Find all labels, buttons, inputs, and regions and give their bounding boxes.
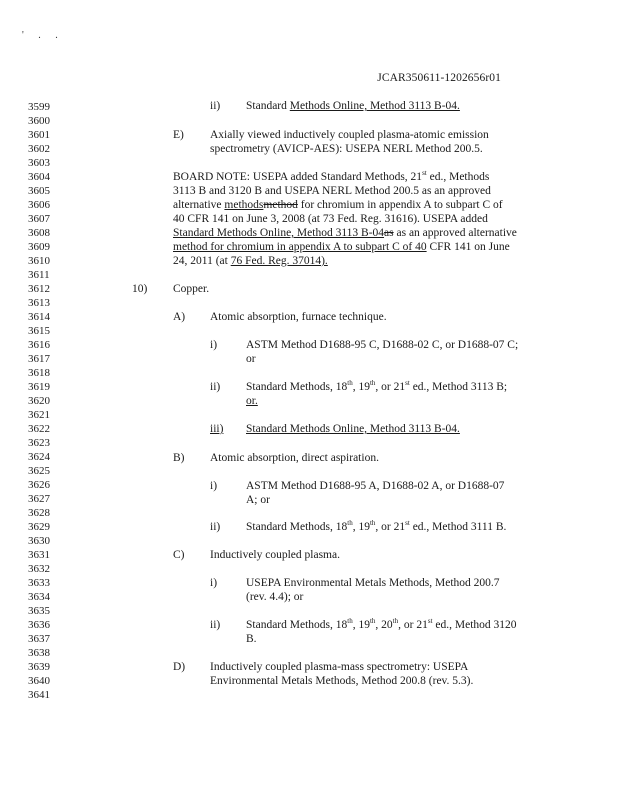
line-number: 3640 (28, 675, 50, 687)
item-C-label: Inductively coupled plasma. (210, 549, 340, 561)
item-B-label: Atomic absorption, direct aspiration. (210, 452, 379, 464)
line-number: 3632 (28, 563, 50, 575)
item-A-label: Atomic absorption, furnace technique. (210, 311, 387, 323)
line-number: 3638 (28, 647, 50, 659)
item-C-letter: C) (173, 549, 185, 561)
item-C-ii-line1: Standard Methods, 18th, 19th, 20th, or 21st ed., Method 3120 (246, 617, 517, 631)
line-number: 3634 (28, 591, 50, 603)
item-ii-number: ii) (210, 100, 221, 112)
document-id: JCAR350611-1202656r01 (377, 72, 501, 84)
line-number: 3611 (28, 269, 50, 281)
line-number: 3623 (28, 437, 50, 449)
line-number: 3627 (28, 493, 50, 505)
item-B-letter: B) (173, 452, 185, 464)
item-10-label: Copper. (173, 283, 210, 295)
line-number: 3637 (28, 633, 50, 645)
item-ii-text: Standard Methods Online, Method 3113 B-04. (246, 100, 460, 112)
board-note-line2: 3113 B and 3120 B and USEPA NERL Method 200.5 as an approved (173, 185, 491, 197)
item-A-ii-number: ii) (210, 381, 221, 393)
item-A-i-line2: or (246, 353, 256, 365)
item-C-ii-number: ii) (210, 619, 221, 631)
line-number: 3602 (28, 143, 50, 155)
item-B-i-line2: A; or (246, 494, 270, 506)
line-number: 3600 (28, 115, 50, 127)
line-number: 3619 (28, 381, 50, 393)
line-number: 3615 (28, 325, 50, 337)
line-number: 3621 (28, 409, 50, 421)
line-number: 3628 (28, 507, 50, 519)
item-C-i-number: i) (210, 577, 218, 589)
line-number: 3622 (28, 423, 50, 435)
item-A-i-number: i) (210, 339, 218, 351)
line-number: 3641 (28, 689, 50, 701)
item-A-letter: A) (173, 311, 186, 323)
line-number: 3635 (28, 605, 50, 617)
item-E-letter: E) (173, 129, 184, 141)
line-number: 3603 (28, 157, 50, 169)
line-number: 3624 (28, 451, 50, 463)
line-number: 3612 (28, 283, 50, 295)
scan-mark: ' . . (22, 30, 64, 41)
item-B-i-line1: ASTM Method D1688-95 A, D1688-02 A, or D1688-07 (246, 480, 505, 492)
item-10-number: 10) (132, 283, 148, 295)
board-note-line1: BOARD NOTE: USEPA added Standard Methods, 21st ed., Methods (173, 169, 490, 183)
line-number: 3625 (28, 465, 50, 477)
board-note-line4: 40 CFR 141 on June 3, 2008 (at 73 Fed. Reg. 31616). USEPA added (173, 213, 488, 225)
line-number: 3604 (28, 171, 50, 183)
item-A-ii-line1: Standard Methods, 18th, 19th, or 21st ed., Method 3113 B; (246, 379, 508, 393)
line-number: 3608 (28, 227, 50, 239)
line-number: 3613 (28, 297, 50, 309)
item-E-line1: Axially viewed inductively coupled plasma-atomic emission (210, 129, 489, 141)
item-D-line2: Environmental Metals Methods, Method 200.8 (rev. 5.3). (210, 675, 474, 687)
item-C-i-line1: USEPA Environmental Metals Methods, Method 200.7 (246, 577, 500, 589)
line-number: 3636 (28, 619, 50, 631)
line-number: 3629 (28, 521, 50, 533)
item-D-line1: Inductively coupled plasma-mass spectrometry: USEPA (210, 661, 469, 673)
line-number: 3617 (28, 353, 50, 365)
line-number: 3614 (28, 311, 50, 323)
line-number: 3631 (28, 549, 50, 561)
item-E-line2: spectrometry (AVICP-AES): USEPA NERL Method 200.5. (210, 143, 483, 155)
board-note-line7: 24, 2011 (at 76 Fed. Reg. 37014). (173, 255, 328, 267)
item-A-i-line1: ASTM Method D1688-95 C, D1688-02 C, or D1688-07 C; (246, 339, 519, 351)
line-number: 3607 (28, 213, 50, 225)
item-C-ii-line2: B. (246, 633, 257, 645)
line-number: 3610 (28, 255, 50, 267)
inserted-text: Methods Online, Method 3113 B-04. (289, 100, 460, 112)
line-number: 3601 (28, 129, 50, 141)
line-number: 3630 (28, 535, 50, 547)
line-number: 3609 (28, 241, 50, 253)
item-B-ii-line1: Standard Methods, 18th, 19th, or 21st ed., Method 3111 B. (246, 519, 507, 533)
item-B-i-number: i) (210, 480, 218, 492)
line-number: 3626 (28, 479, 50, 491)
item-D-letter: D) (173, 661, 186, 673)
line-number: 3618 (28, 367, 50, 379)
board-note-line3: alternative methodsmethod for chromium in appendix A to subpart C of (173, 199, 503, 211)
line-number: 3616 (28, 339, 50, 351)
line-number: 3599 (28, 101, 50, 113)
line-number: 3633 (28, 577, 50, 589)
item-A-iii-text: Standard Methods Online, Method 3113 B-04. (246, 423, 460, 435)
line-number: 3620 (28, 395, 50, 407)
line-number: 3605 (28, 185, 50, 197)
item-A-ii-line2: or. (246, 395, 258, 407)
line-number: 3606 (28, 199, 50, 211)
item-C-i-line2: (rev. 4.4); or (246, 591, 304, 603)
line-number: 3639 (28, 661, 50, 673)
board-note-line6: method for chromium in appendix A to subpart C of 40 CFR 141 on June (173, 241, 510, 253)
board-note-line5: Standard Methods Online, Method 3113 B-04as as an approved alternative (173, 227, 517, 239)
item-B-ii-number: ii) (210, 521, 221, 533)
item-A-iii-number: iii) (210, 423, 224, 435)
